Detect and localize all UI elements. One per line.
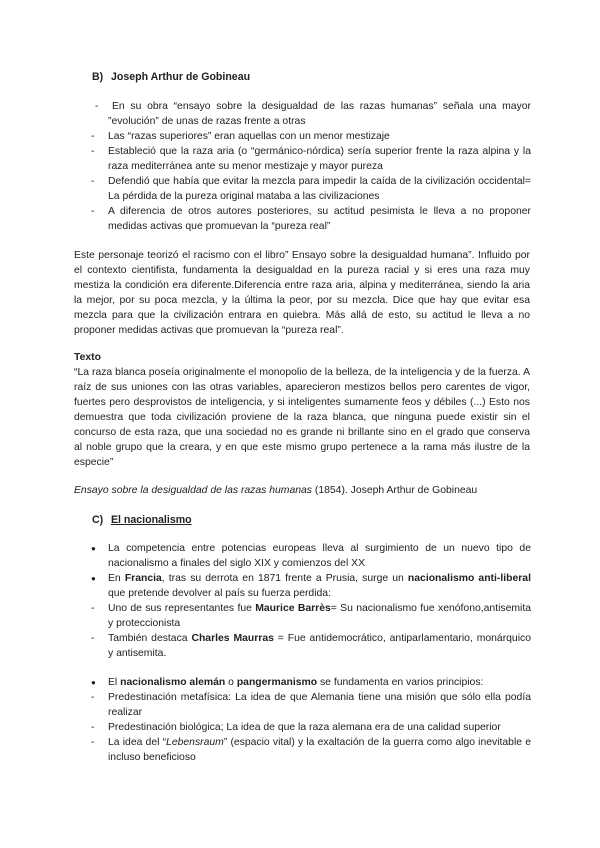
nacionalismo-bullet-list-2 xyxy=(91,675,531,690)
text-run: que pretende devolver al país su fuerza perdida: xyxy=(108,588,331,599)
gobineau-bullet-list xyxy=(91,99,531,234)
list-item: - En su obra “ensayo sobre la desigualdad de las razas humanas” señala una mayor ”evolución” de unas de razas frente a otras xyxy=(91,99,531,129)
text-run: El xyxy=(108,677,121,688)
list-item: - Estableció que la raza aria (o “germánico-nórdica) sería superior frente la raza alpina y la raza mediterránea ante su menor mestizaje y mayor pureza xyxy=(91,144,531,174)
section-c-label: C) xyxy=(92,514,104,526)
nacionalismo-bullet-list-1 xyxy=(91,541,531,601)
list-item xyxy=(91,571,531,601)
texto-citation xyxy=(74,483,530,498)
texto-heading: Texto xyxy=(74,352,101,363)
list-item: - Las “razas superiores” eran aquellas con un menor mestizaje xyxy=(91,129,531,144)
keyword-nacionalismo-anti-liberal: nacionalismo anti-liberal xyxy=(407,573,531,584)
text-run: = Fue antidemocrático, antiparlamentario, monárquico y antisemita. xyxy=(108,633,531,659)
keyword-charles-maurras: Charles Maurras xyxy=(191,633,274,644)
list-item: - A diferencia de otros autores posteriores, su actitud pesimista le lleva a no proponer medidas activas que promuevan la “pureza real” xyxy=(91,204,531,234)
list-item xyxy=(91,675,531,690)
list-item: ● La competencia entre potencias europeas lleva al surgimiento de un nuevo tipo de nacionalismo a finales del siglo XIX y comienzos del XX xyxy=(91,541,531,571)
term-lebensraum: Lebensraum xyxy=(166,737,224,748)
text-run: La idea del “ xyxy=(108,737,167,748)
citation-title: Ensayo sobre la desigualdad de las razas humanas xyxy=(74,485,312,496)
text-run: = Su nacionalismo fue xenófono,antisemita y proteccionista xyxy=(108,603,531,629)
text-run: se fundamenta en varios principios: xyxy=(317,677,484,688)
list-item xyxy=(91,601,531,631)
keyword-pangermanismo: pangermanismo xyxy=(236,677,318,688)
text-run: En xyxy=(108,573,125,584)
section-b-title: Joseph Arthur de Gobineau xyxy=(110,71,251,83)
gobineau-paragraph: Este personaje teorizó el racismo con el libro” Ensayo sobre la desigualdad humana”. Influido por el contexto cientifista, fundamenta la desigualdad en la pureza racial y si eres una raza muy mestiza la condición era diferente.Diferencia entre raza aria, alpina y mediterránea, siendo la aria la mejor, por su poca mezcla, y la última la peor, por su mezcla. Dice que hay que evitar esa mezcla para que la civilización entrara en quiebra. Más allá de esto, su actitud le lleva a no proponer medidas activas que promuevan la “pureza real”. xyxy=(74,250,530,336)
section-c-heading xyxy=(92,513,192,528)
texto-quote: “La raza blanca poseía originalmente el monopolio de la belleza, de la inteligencia y de la fuerza. A raíz de sus uniones con las otras variables, aparecieron mestizos bellos pero carentes de vigor, fuertes pero desprovistos de inteligencia, y si inteligentes sumamente feos y débiles (...) Esto nos demuestra que toda civilización proviene de la raza blanca, que ninguna puede existir sin el concurso de esta raza, que una sociedad no es grande ni brillante sino en el grado que conserva al noble grupo que la creara, y en que este mismo grupo pertenece a la rama más ilustre de la especie” xyxy=(74,367,530,468)
section-c-title: El nacionalismo xyxy=(110,514,192,526)
section-b-heading xyxy=(92,70,250,85)
text-run: o xyxy=(225,677,237,688)
list-item xyxy=(91,631,531,661)
list-item xyxy=(91,735,531,765)
keyword-nacionalismo-aleman: nacionalismo alemán xyxy=(120,677,226,688)
keyword-maurice-barres: Maurice Barrès xyxy=(255,603,331,614)
text-run: ” (espacio vital) y la exaltación de la guerra como algo inevitable e incluso beneficioso xyxy=(108,737,531,763)
text-run: , tras su derrota en 1871 frente a Prusia, surge un xyxy=(161,573,408,584)
list-item: - Predestinación biológica; La idea de que la raza alemana era de una calidad superior xyxy=(91,720,531,735)
francia-dash-list xyxy=(91,601,531,661)
list-item: - Predestinación metafísica: La idea de que Alemania tiene una misión que sólo ella podía realizar xyxy=(91,690,531,720)
citation-rest: (1854). Joseph Arthur de Gobineau xyxy=(311,485,478,496)
list-item: - Defendió que había que evitar la mezcla para impedir la caída de la civilización occidental= La pérdida de la pureza original mataba a las civilizaciones xyxy=(91,174,531,204)
section-b-label: B) xyxy=(92,71,104,83)
pangermanismo-dash-list xyxy=(91,690,531,765)
keyword-francia: Francia xyxy=(124,573,162,584)
text-run: También destaca xyxy=(108,633,192,644)
text-run: Uno de sus representantes fue xyxy=(108,603,256,614)
